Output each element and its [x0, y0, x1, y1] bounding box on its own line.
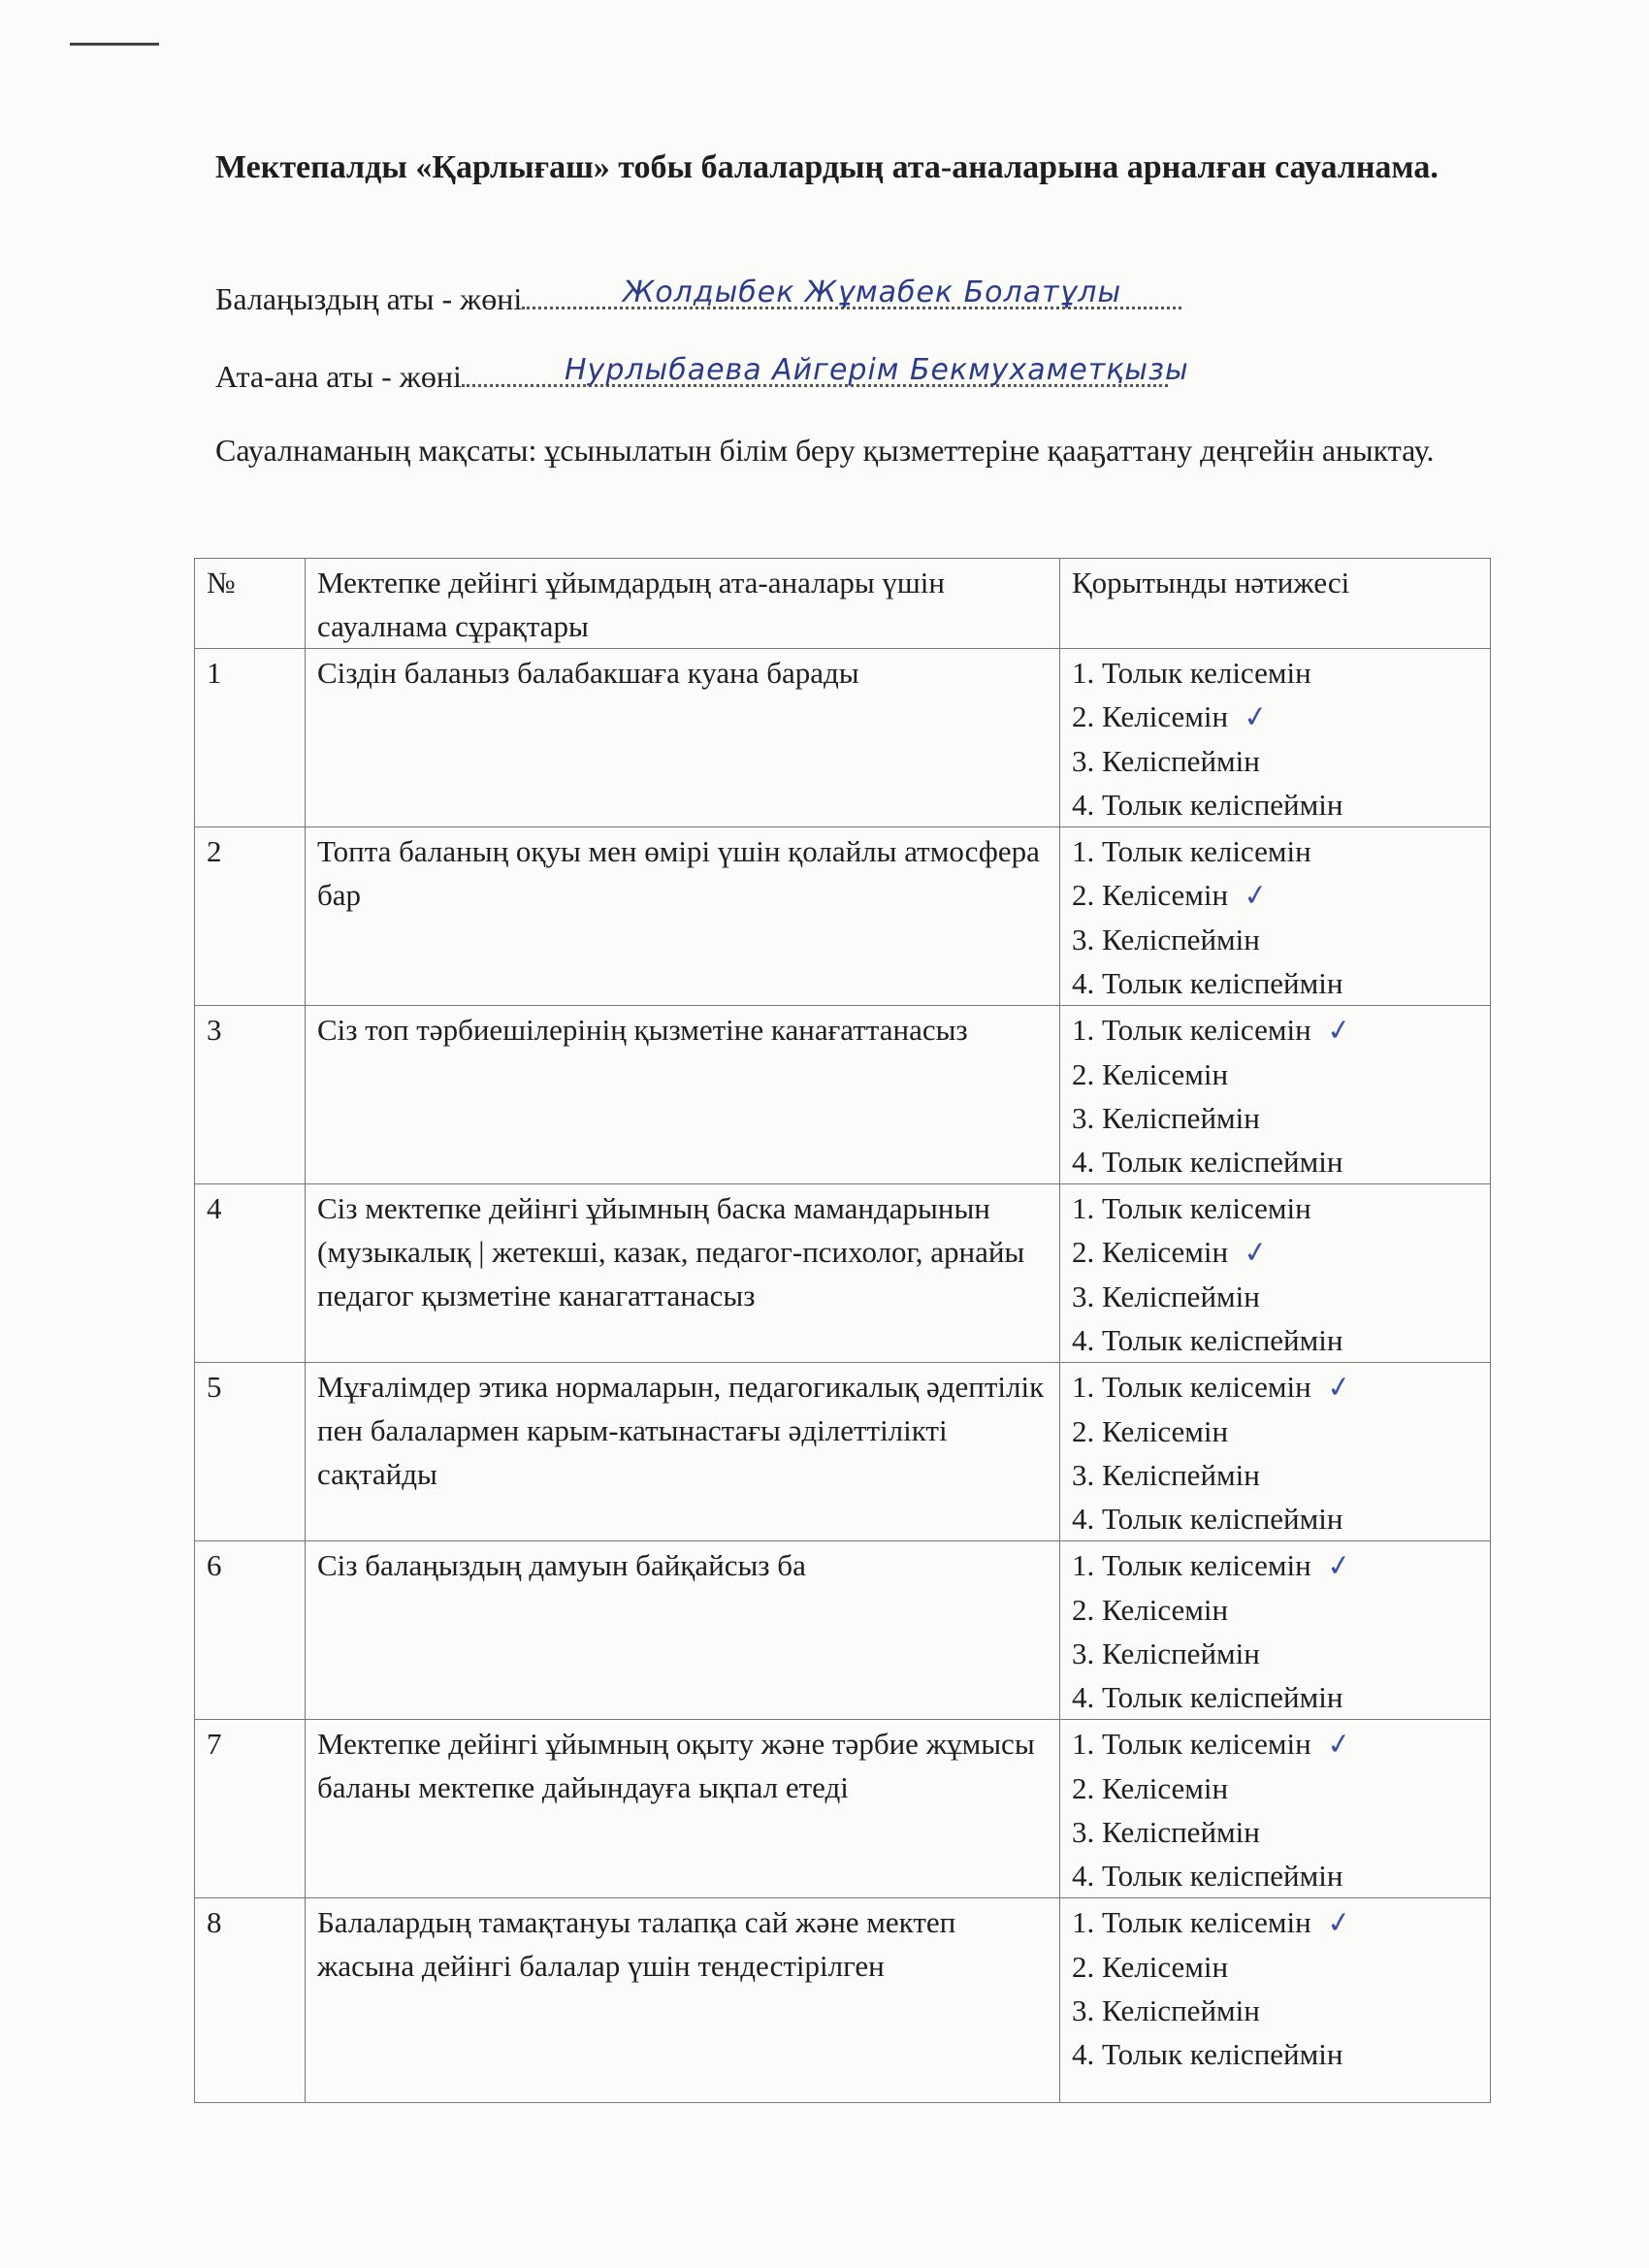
answer-option-label: 4. Толык келіспеймін: [1072, 1145, 1343, 1179]
answer-option-label: 1. Толык келісемін: [1072, 834, 1311, 868]
answer-option: [1072, 1810, 1478, 1854]
answer-option-label: 2. Келісемін: [1072, 1593, 1229, 1627]
header-number: №: [195, 559, 306, 649]
answer-option: [1072, 1632, 1478, 1675]
header-result: Қорытынды нәтижесі: [1060, 559, 1491, 649]
answer-option-label: 2. Келісемін: [1072, 1057, 1229, 1091]
answer-option: [1072, 1409, 1478, 1453]
checkmark-icon: ✓: [1324, 1369, 1354, 1407]
parent-name-handwritten: Нурлыбаева Айгерім Бекмухаметқызы: [565, 353, 1189, 387]
answer-option-label: 3. Келіспеймін: [1072, 1101, 1260, 1135]
answer-option: [1072, 1675, 1478, 1719]
answer-option: [1072, 695, 1478, 739]
answer-option-label: 2. Келісемін: [1072, 1414, 1229, 1448]
answer-option: [1072, 651, 1478, 695]
row-answer-options: [1060, 1363, 1491, 1541]
answer-option: [1072, 739, 1478, 783]
answer-option-label: 3. Келіспеймін: [1072, 1815, 1260, 1849]
row-number: 3: [195, 1006, 306, 1184]
child-name-label: Балаңыздың аты - жөні: [215, 281, 523, 316]
row-question: Мұғалімдер этика нормаларын, педагогикалық әдептілік пен балалармен карым-катынастағы әділеттілікті сақтайды: [306, 1363, 1060, 1541]
answer-option-label: 1. Толык келісемін: [1072, 1727, 1311, 1761]
row-answer-options: [1060, 1541, 1491, 1720]
answer-option: [1072, 918, 1478, 961]
row-answer-options: [1060, 827, 1491, 1006]
checkmark-icon: ✓: [1241, 877, 1271, 915]
page-title: Мектепалды «Қарлығаш» тобы балалардың ата-аналарына арналған сауалнама.: [215, 149, 1439, 185]
answer-option: [1072, 1497, 1478, 1540]
answer-option-label: 3. Келіспеймін: [1072, 744, 1260, 778]
row-answer-options: [1060, 1898, 1491, 2103]
row-question: Сіз балаңыздың дамуын байқайсыз ба: [306, 1541, 1060, 1720]
row-question: Сіздін баланыз балабакшаға куана барады: [306, 649, 1060, 827]
answer-option-label: 1. Толык келісемін: [1072, 1370, 1311, 1404]
answer-option-label: 1. Толык келісемін: [1072, 1013, 1311, 1047]
answer-option: [1072, 1453, 1478, 1497]
answer-option: [1072, 829, 1478, 873]
row-answer-options: [1060, 649, 1491, 827]
answer-option: [1072, 873, 1478, 918]
answer-option: [1072, 1008, 1478, 1053]
checkmark-icon: ✓: [1324, 1904, 1354, 1942]
checkmark-icon: ✓: [1241, 1234, 1271, 1272]
table-row: [195, 827, 1491, 1006]
answer-option-label: 2. Келісемін: [1072, 1235, 1229, 1269]
answer-option: [1072, 2032, 1478, 2076]
answer-option: [1072, 1900, 1478, 1945]
answer-option-label: 4. Толык келіспеймін: [1072, 1323, 1343, 1357]
parent-name-label: Ата-ана аты - жөні: [215, 359, 462, 394]
survey-purpose: Сауалнаманың мақсаты: ұсынылатын білім беру қызметтеріне қааҕаттану деңгейін аныктау.: [215, 433, 1435, 468]
row-number: 6: [195, 1541, 306, 1720]
row-number: 7: [195, 1720, 306, 1898]
answer-option-label: 2. Келісемін: [1072, 699, 1229, 733]
row-answer-options: [1060, 1720, 1491, 1898]
table-row: [195, 1363, 1491, 1541]
answer-option: [1072, 783, 1478, 826]
answer-option: [1072, 1275, 1478, 1318]
row-number: 1: [195, 649, 306, 827]
answer-option-label: 3. Келіспеймін: [1072, 1280, 1260, 1313]
row-question: Топта баланың оқуы мен өмірі үшін қолайлы атмосфера бар: [306, 827, 1060, 1006]
table-row: [195, 1184, 1491, 1363]
answer-option: [1072, 1543, 1478, 1588]
answer-option: [1072, 1053, 1478, 1096]
answer-option-label: 3. Келіспеймін: [1072, 1993, 1260, 2027]
answer-option: [1072, 1766, 1478, 1810]
answer-option-label: 4. Толык келіспеймін: [1072, 788, 1343, 822]
table-row: [195, 1541, 1491, 1720]
table-row: [195, 1006, 1491, 1184]
answer-option: [1072, 1186, 1478, 1230]
answer-option: [1072, 1365, 1478, 1409]
row-number: 4: [195, 1184, 306, 1363]
answer-option-label: 1. Толык келісемін: [1072, 1548, 1311, 1582]
table-row: [195, 649, 1491, 827]
survey-table-body: [195, 559, 1491, 2103]
row-question: Балалардың тамақтануы талапқа сай және мектеп жасына дейінгі балалар үшін тендестірілген: [306, 1898, 1060, 2103]
answer-option-label: 4. Толык келіспеймін: [1072, 1502, 1343, 1536]
answer-option-label: 3. Келіспеймін: [1072, 1636, 1260, 1670]
survey-table: [194, 558, 1491, 2103]
answer-option-label: 4. Толык келіспеймін: [1072, 1859, 1343, 1893]
row-answer-options: [1060, 1184, 1491, 1363]
row-question: Сіз топ тәрбиешілерінің қызметіне канағаттанасыз: [306, 1006, 1060, 1184]
answer-option: [1072, 1588, 1478, 1632]
answer-option-label: 2. Келісемін: [1072, 1771, 1229, 1805]
answer-option-label: 1. Толык келісемін: [1072, 656, 1311, 690]
checkmark-icon: ✓: [1324, 1012, 1354, 1050]
answer-option: [1072, 961, 1478, 1005]
checkmark-icon: ✓: [1324, 1547, 1354, 1585]
table-row: [195, 1720, 1491, 1898]
answer-option-label: 1. Толык келісемін: [1072, 1905, 1311, 1939]
table-header-row: [195, 559, 1491, 649]
answer-option: [1072, 1140, 1478, 1183]
row-question: Сіз мектепке дейінгі ұйымның баска мамандарынын (музыкалық | жетекші, казак, педагог-психолог, арнайы педагог қызметіне канагаттанасыз: [306, 1184, 1060, 1363]
row-question: Мектепке дейінгі ұйымның оқыту және тәрбие жұмысы баланы мектепке дайындауға ықпал етеді: [306, 1720, 1060, 1898]
table-row: [195, 1898, 1491, 2103]
answer-option-label: 4. Толык келіспеймін: [1072, 2037, 1343, 2071]
child-name-field: [215, 275, 1181, 318]
answer-option: [1072, 1722, 1478, 1766]
answer-option-label: 3. Келіспеймін: [1072, 923, 1260, 956]
answer-option: [1072, 1318, 1478, 1362]
answer-option: [1072, 1230, 1478, 1275]
answer-option: [1072, 1096, 1478, 1140]
parent-name-field: [215, 353, 1189, 396]
checkmark-icon: ✓: [1324, 1726, 1354, 1764]
row-number: 2: [195, 827, 306, 1006]
answer-option-label: 2. Келісемін: [1072, 878, 1229, 912]
answer-option: [1072, 1945, 1478, 1989]
scan-mark: [70, 43, 159, 46]
answer-option-label: 3. Келіспеймін: [1072, 1458, 1260, 1492]
row-number: 8: [195, 1898, 306, 2103]
row-number: 5: [195, 1363, 306, 1541]
answer-option-label: 4. Толык келіспеймін: [1072, 966, 1343, 1000]
answer-option-label: 1. Толык келісемін: [1072, 1191, 1311, 1225]
answer-option: [1072, 1854, 1478, 1897]
answer-option: [1072, 1989, 1478, 2032]
answer-option-label: 4. Толык келіспеймін: [1072, 1680, 1343, 1714]
child-name-handwritten: Жолдыбек Жұмабек Болатұлы: [623, 275, 1122, 309]
header-question: Мектепке дейінгі ұйымдардың ата-аналары үшін сауалнама сұрақтары: [306, 559, 1060, 649]
checkmark-icon: ✓: [1241, 698, 1271, 736]
row-answer-options: [1060, 1006, 1491, 1184]
answer-option-label: 2. Келісемін: [1072, 1950, 1229, 1984]
